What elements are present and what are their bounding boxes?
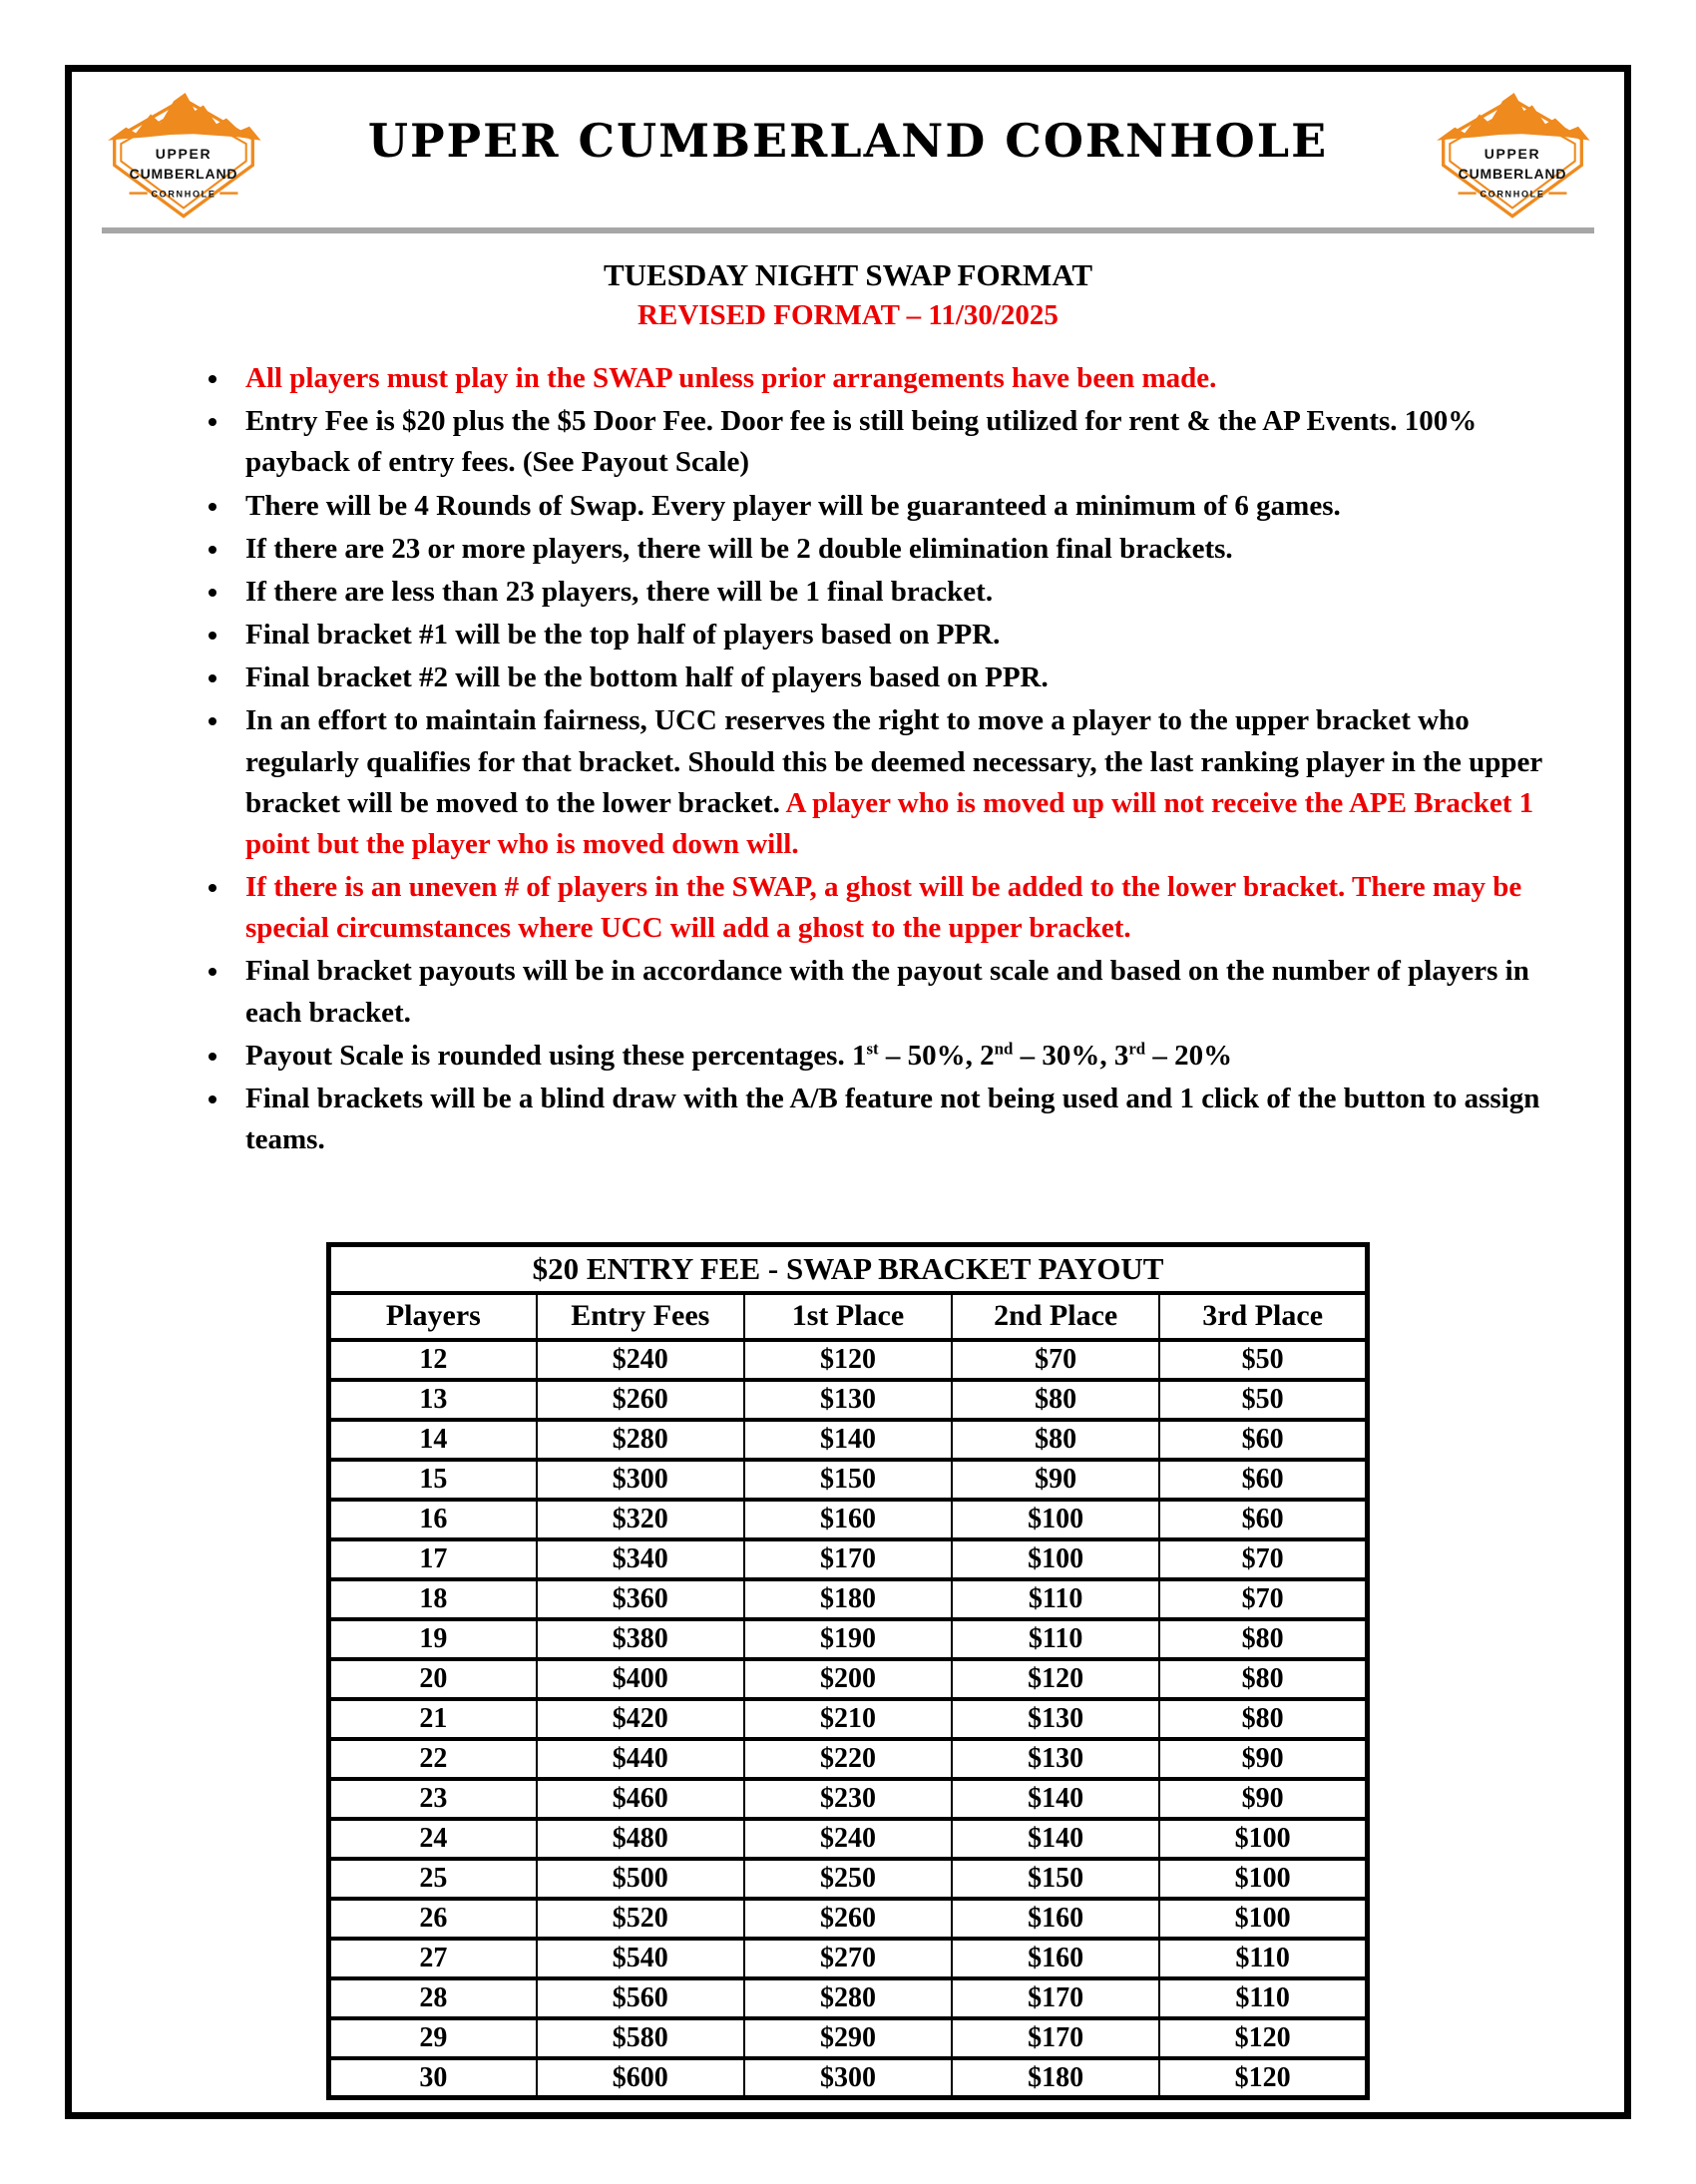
rule-item (231, 529, 1584, 570)
rule-text-segment: – 20% (1145, 1039, 1233, 1072)
table-cell: $240 (744, 1819, 952, 1859)
rule-text-segment: If there are 23 or more players, there will be 2 double elimination final brackets. (245, 532, 1233, 565)
table-cell: $220 (744, 1739, 952, 1779)
column-header: 3rd Place (1159, 1293, 1367, 1340)
table-row (329, 1500, 1368, 1539)
table-cell: $320 (537, 1500, 744, 1539)
rule-text-segment: Final bracket #2 will be the bottom half of players based on PPR. (245, 661, 1049, 694)
mountains-icon (1437, 93, 1589, 141)
table-row (329, 1460, 1368, 1500)
table-cell: $180 (952, 2058, 1159, 2098)
table-cell: $80 (952, 1380, 1159, 1420)
table-cell: 27 (329, 1939, 537, 1978)
table-cell: $100 (952, 1500, 1159, 1539)
table-cell: $80 (1159, 1619, 1367, 1659)
table-cell: $280 (744, 1978, 952, 2018)
table-row (329, 1380, 1368, 1420)
table-cell: $90 (1159, 1739, 1367, 1779)
column-header: Entry Fees (537, 1293, 744, 1340)
table-cell: $150 (744, 1460, 952, 1500)
table-cell: 13 (329, 1380, 537, 1420)
rule-text-segment: Final bracket payouts will be in accordance with the payout scale and based on the number of players in each bracket. (245, 955, 1529, 1029)
column-header: 2nd Place (952, 1293, 1159, 1340)
mountains-icon (108, 93, 260, 141)
table-cell: $270 (744, 1939, 952, 1978)
table-cell: $110 (1159, 1939, 1367, 1978)
table-cell: $420 (537, 1699, 744, 1739)
table-cell: $60 (1159, 1420, 1367, 1460)
table-cell: $160 (744, 1500, 952, 1539)
table-cell: $210 (744, 1699, 952, 1739)
table-cell: $280 (537, 1420, 744, 1460)
table-cell: $260 (537, 1380, 744, 1420)
rule-item (231, 401, 1584, 483)
table-cell: 23 (329, 1779, 537, 1819)
table-cell: $600 (537, 2058, 744, 2098)
table-cell: 20 (329, 1659, 537, 1699)
rules-list (72, 358, 1624, 1160)
table-row (329, 1978, 1368, 2018)
table-cell: $130 (952, 1699, 1159, 1739)
rule-item (231, 951, 1584, 1033)
table-cell: $480 (537, 1819, 744, 1859)
table-cell: $70 (952, 1340, 1159, 1380)
table-cell: $130 (744, 1380, 952, 1420)
table-cell: $520 (537, 1899, 744, 1939)
table-cell: $90 (952, 1460, 1159, 1500)
table-cell: 22 (329, 1739, 537, 1779)
table-cell: $500 (537, 1859, 744, 1899)
rule-item (231, 867, 1584, 949)
table-cell: $230 (744, 1779, 952, 1819)
table-row (329, 1420, 1368, 1460)
payout-table (326, 1242, 1370, 2100)
table-cell: 15 (329, 1460, 537, 1500)
logo-text-cornhole: CORNHOLE (151, 189, 216, 200)
table-cell: $260 (744, 1899, 952, 1939)
table-cell: $170 (744, 1539, 952, 1579)
table-cell: $120 (952, 1659, 1159, 1699)
table-cell: 25 (329, 1859, 537, 1899)
table-cell: $340 (537, 1539, 744, 1579)
rule-item (231, 615, 1584, 655)
rule-text-segment: If there are less than 23 players, there will be 1 final bracket. (245, 575, 994, 608)
rule-text-segment: rd (1128, 1039, 1146, 1059)
table-row (329, 1739, 1368, 1779)
table-cell: 16 (329, 1500, 537, 1539)
table-cell: $300 (537, 1460, 744, 1500)
rule-text-segment: nd (994, 1039, 1014, 1059)
table-cell: 12 (329, 1340, 537, 1380)
table-cell: $360 (537, 1579, 744, 1619)
rule-item (231, 1036, 1584, 1077)
rule-text-segment: Final brackets will be a blind draw with the A/B feature not being used and 1 click of the button to assign teams. (245, 1082, 1540, 1156)
table-cell: $120 (744, 1340, 952, 1380)
rule-text-segment: Entry Fee is $20 plus the $5 Door Fee. Door fee is still being utilized for rent & the AP Events. 100% payback of entry fees. (See Payout Scale) (245, 405, 1478, 479)
table-row (329, 2018, 1368, 2058)
table-cell: $160 (952, 1939, 1159, 1978)
divider-rule (102, 227, 1594, 233)
table-cell: $140 (744, 1420, 952, 1460)
table-row (329, 2058, 1368, 2098)
document-header (72, 72, 1624, 221)
rule-text-segment: Final bracket #1 will be the top half of players based on PPR. (245, 619, 1001, 652)
table-cell: 24 (329, 1819, 537, 1859)
table-cell: 19 (329, 1619, 537, 1659)
rule-item (231, 486, 1584, 527)
table-cell: 29 (329, 2018, 537, 2058)
table-cell: $140 (952, 1819, 1159, 1859)
table-row (329, 1699, 1368, 1739)
table-cell: $540 (537, 1939, 744, 1978)
table-cell: $70 (1159, 1579, 1367, 1619)
table-cell: $130 (952, 1739, 1159, 1779)
rule-text-segment: There will be 4 Rounds of Swap. Every player will be guaranteed a minimum of 6 games. (245, 489, 1341, 522)
table-cell: 14 (329, 1420, 537, 1460)
table-cell: $100 (1159, 1859, 1367, 1899)
rule-text-segment: – 30%, 3 (1013, 1039, 1129, 1072)
rule-text-segment: – 50%, 2 (878, 1039, 995, 1072)
table-cell: 21 (329, 1699, 537, 1739)
ucc-logo-left (98, 88, 269, 219)
table-cell: $170 (952, 1978, 1159, 2018)
table-row (329, 1939, 1368, 1978)
table-cell: 28 (329, 1978, 537, 2018)
table-cell: $70 (1159, 1539, 1367, 1579)
table-row (329, 1619, 1368, 1659)
table-cell: $400 (537, 1659, 744, 1699)
table-cell: $190 (744, 1619, 952, 1659)
table-cell: $60 (1159, 1460, 1367, 1500)
table-row (329, 1859, 1368, 1899)
table-cell: $80 (1159, 1699, 1367, 1739)
table-title: $20 ENTRY FEE - SWAP BRACKET PAYOUT (329, 1245, 1368, 1293)
column-header: 1st Place (744, 1293, 952, 1340)
table-cell: $440 (537, 1739, 744, 1779)
table-cell: $50 (1159, 1380, 1367, 1420)
table-row (329, 1340, 1368, 1380)
table-cell: $170 (952, 2018, 1159, 2058)
table-cell: $110 (952, 1619, 1159, 1659)
logo-text-upper: UPPER (1484, 145, 1541, 162)
rule-item (231, 700, 1584, 865)
rule-item (231, 1079, 1584, 1160)
table-cell: 18 (329, 1579, 537, 1619)
rule-item (231, 657, 1584, 698)
table-cell: $300 (744, 2058, 952, 2098)
table-cell: $120 (1159, 2018, 1367, 2058)
table-row (329, 1659, 1368, 1699)
table-cell: $100 (1159, 1899, 1367, 1939)
table-cell: $90 (1159, 1779, 1367, 1819)
table-cell: $380 (537, 1619, 744, 1659)
doc-revision: REVISED FORMAT – 11/30/2025 (637, 299, 1059, 331)
table-cell: $180 (744, 1579, 952, 1619)
doc-title: TUESDAY NIGHT SWAP FORMAT (603, 257, 1093, 292)
ucc-logo-right (1427, 88, 1598, 219)
table-cell: 26 (329, 1899, 537, 1939)
table-cell: $140 (952, 1779, 1159, 1819)
table-row (329, 1579, 1368, 1619)
logo-text-cornhole: CORNHOLE (1480, 189, 1545, 200)
table-cell: $110 (952, 1579, 1159, 1619)
table-cell: $150 (952, 1859, 1159, 1899)
table-cell: $50 (1159, 1340, 1367, 1380)
column-header: Players (329, 1293, 537, 1340)
logo-text-upper: UPPER (155, 145, 212, 162)
table-cell: $250 (744, 1859, 952, 1899)
rule-text-segment: Payout Scale is rounded using these percentages. 1 (245, 1039, 867, 1072)
table-cell: $580 (537, 2018, 744, 2058)
table-cell: $100 (952, 1539, 1159, 1579)
table-cell: $120 (1159, 2058, 1367, 2098)
table-cell: $460 (537, 1779, 744, 1819)
rule-text-segment: A player who is moved up will not receive the APE Bracket 1 point but the player who is moved down will. (245, 786, 1534, 860)
table-title-row (329, 1245, 1368, 1293)
rule-text-segment: In an effort to maintain fairness, UCC reserves the right to move a player to the upper bracket who regularly qualifies for that bracket. Should this be deemed necessary, the last ranking player in the upper bracket will be moved to the lower bracket. (245, 704, 1542, 819)
table-header-row (329, 1293, 1368, 1340)
table-cell: $290 (744, 2018, 952, 2058)
page-title: UPPER CUMBERLAND CORNHOLE (367, 114, 1329, 168)
table-cell: $80 (1159, 1659, 1367, 1699)
table-row (329, 1899, 1368, 1939)
rule-item (231, 572, 1584, 613)
logo-text-cumberland: CUMBERLAND (129, 165, 238, 182)
table-cell: $60 (1159, 1500, 1367, 1539)
table-row (329, 1779, 1368, 1819)
table-cell: $80 (952, 1420, 1159, 1460)
rule-text-segment: If there is an uneven # of players in the SWAP, a ghost will be added to the lower bracket. There may be special circumstances where UCC will add a ghost to the upper bracket. (245, 871, 1522, 945)
table-cell: $160 (952, 1899, 1159, 1939)
table-cell: $240 (537, 1340, 744, 1380)
table-row (329, 1539, 1368, 1579)
table-cell: $560 (537, 1978, 744, 2018)
table-cell: $110 (1159, 1978, 1367, 2018)
table-row (329, 1819, 1368, 1859)
table-cell: $200 (744, 1659, 952, 1699)
logo-text-cumberland: CUMBERLAND (1458, 165, 1567, 182)
rule-text-segment: All players must play in the SWAP unless prior arrangements have been made. (245, 362, 1217, 394)
rule-item (231, 358, 1584, 399)
table-cell: 30 (329, 2058, 537, 2098)
table-cell: $100 (1159, 1819, 1367, 1859)
rule-text-segment: st (866, 1039, 879, 1059)
page-border (65, 65, 1631, 2119)
table-cell: 17 (329, 1539, 537, 1579)
